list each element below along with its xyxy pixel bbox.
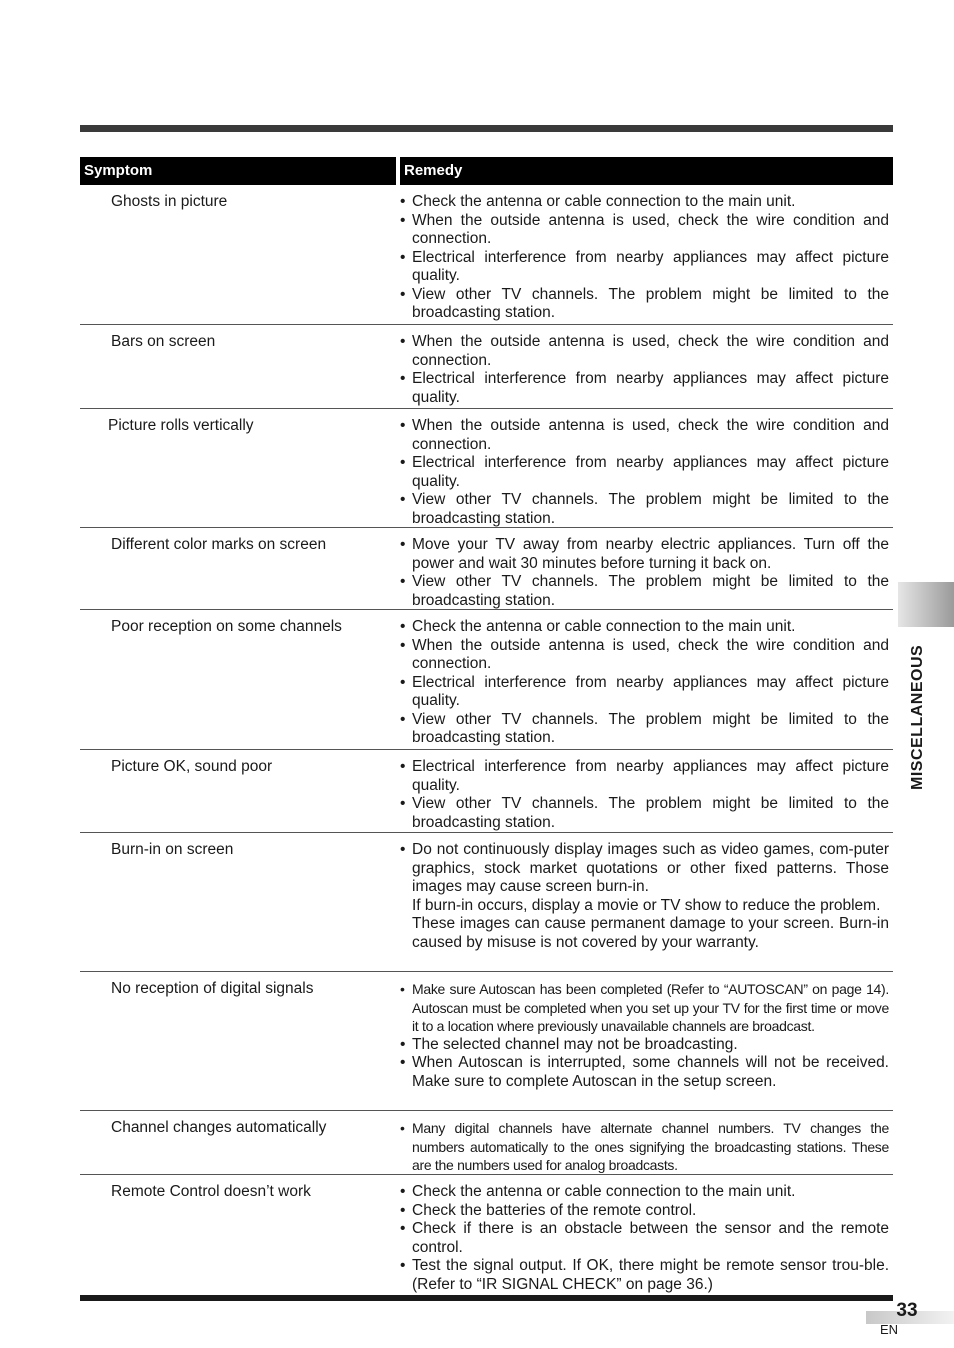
table-row [80,528,893,610]
remedy-item [400,370,889,407]
remedy-cell [400,528,893,609]
remedy-item [400,1202,889,1221]
remedy-item [400,637,889,674]
table-row [80,750,893,833]
symptom-cell: Picture OK, sound poor [111,758,273,775]
remedy-text: Check the batteries of the remote control. [412,1201,697,1219]
bullet-icon: • [400,758,406,775]
bullet-icon: • [400,1220,406,1237]
remedy-cell [400,1111,893,1174]
bullet-icon: • [400,1054,406,1071]
remedy-item [400,1257,889,1294]
bullet-icon: • [400,211,406,229]
top-divider [80,125,893,132]
remedy-item [400,573,889,610]
bullet-icon: • [400,636,406,654]
bullet-icon: • [400,454,406,471]
remedy-text: Electrical interference from nearby appliances may affect picture quality. [412,673,889,709]
symptom-cell: Remote Control doesn’t work [111,1183,311,1200]
remedy-text: View other TV channels. The problem might be limited to the broadcasting station. [412,710,889,746]
page-language: EN [880,1322,899,1337]
bullet-icon: • [400,285,406,303]
bullet-icon: • [400,981,405,997]
remedy-cell [400,972,893,1110]
table-row [80,1111,893,1175]
bullet-icon: • [400,573,406,590]
remedy-text: Check the antenna or cable connection to the main unit. [412,618,796,635]
bullet-icon: • [400,333,406,350]
bullet-icon: • [400,841,406,858]
remedy-item [400,417,889,454]
remedy-item [400,333,889,370]
symptom-cell: Poor reception on some channels [111,618,342,635]
remedy-item [400,618,889,637]
remedy-text: When the outside antenna is used, check the wire condition and connection. [412,636,889,672]
section-label: MISCELLANEOUS [909,644,926,790]
remedy-cell [400,185,893,324]
remedy-text: Check the antenna or cable connection to the main unit. [412,1183,796,1200]
remedy-text: When the outside antenna is used, check the wire condition and connection. [412,417,889,453]
remedy-item [400,711,889,748]
bullet-icon: • [400,491,406,508]
remedy-text: When Autoscan is interrupted, some channels will not be received. Make sure to complete Autoscan in the setup screen. [412,1054,889,1090]
bullet-icon: • [400,193,406,210]
remedy-text: Do not continuously display images such as video games, com-puter graphics, stock market quotations or other fixed patterns. Those images may cause screen burn-in. If burn-in occurs, display a movie or TV show to reduce the problem. These images can cause permanent damage to your screen. Burn-in caused by misuse is not covered by your warranty. [412,841,889,951]
remedy-item [400,491,889,528]
bullet-icon: • [400,1035,406,1053]
remedy-cell [400,610,893,749]
remedy-item [400,212,889,249]
bullet-icon: • [400,417,406,434]
symptom-cell: Picture rolls vertically [108,417,254,434]
table-row [80,833,893,972]
symptom-cell: Bars on screen [111,333,216,350]
remedy-text: Electrical interference from nearby appliances may affect picture quality. [412,370,889,406]
remedy-text: Make sure Autoscan has been completed (Refer to “AUTOSCAN” on page 14). Autoscan must be completed when you set up your TV for the first time or move it to a location where previously unavailable channels are broadcast. [412,981,889,1034]
remedy-item [400,286,889,323]
remedy-text: View other TV channels. The problem might be limited to the broadcasting station. [412,795,889,831]
remedy-text: View other TV channels. The problem might be limited to the broadcasting station. [412,491,889,527]
symptom-cell: Different color marks on screen [111,536,327,553]
symptom-cell: Ghosts in picture [111,193,228,210]
bullet-icon: • [400,618,406,635]
remedy-item [400,980,889,1036]
bullet-icon: • [400,1183,406,1200]
bullet-icon: • [400,795,406,812]
bullet-icon: • [400,248,406,266]
remedy-text: Test the signal output. If OK, there might be remote sensor trou-ble. (Refer to “IR SIGNAL CHECK” on page 36.) [412,1257,889,1293]
bullet-icon: • [400,1257,406,1274]
bullet-icon: • [400,1201,406,1219]
remedy-text: Check if there is an obstacle between the sensor and the remote control. [412,1220,889,1256]
bullet-icon: • [400,710,406,728]
remedy-item [400,674,889,711]
remedy-text: When the outside antenna is used, check the wire condition and connection. [412,211,889,247]
table-row [80,409,893,528]
bullet-icon: • [400,1120,405,1136]
symptom-cell: Channel changes automatically [111,1119,327,1136]
remedy-item [400,536,889,573]
remedy-item [400,454,889,491]
header-remedy: Remedy [400,157,893,185]
table-row [80,972,893,1111]
remedy-text: Check the antenna or cable connection to the main unit. [412,193,796,210]
table-row [80,610,893,750]
remedy-text: View other TV channels. The problem might be limited to the broadcasting station. [412,285,889,321]
remedy-item [400,1036,889,1055]
remedy-item [400,1220,889,1257]
remedy-cell [400,833,893,971]
remedy-item [400,249,889,286]
remedy-cell [400,1175,893,1295]
remedy-cell [400,750,893,832]
symptom-cell: No reception of digital signals [111,980,314,997]
troubleshooting-table [80,157,893,1295]
page-number: 33 [896,1300,918,1321]
remedy-cell [400,409,893,527]
remedy-text: Electrical interference from nearby appliances may affect picture quality. [412,758,889,794]
remedy-item [400,758,889,795]
remedy-text: Move your TV away from nearby electric appliances. Turn off the power and wait 30 minutes before turning it back on. [412,536,889,572]
table-row [80,185,893,325]
remedy-text: View other TV channels. The problem might be limited to the broadcasting station. [412,573,889,609]
remedy-item [400,841,889,952]
symptom-cell: Burn-in on screen [111,841,234,858]
table-row [80,325,893,409]
remedy-item [400,193,889,212]
remedy-text: When the outside antenna is used, check the wire condition and connection. [412,333,889,369]
table-header [80,157,893,185]
remedy-item [400,1119,889,1175]
remedy-item [400,795,889,832]
remedy-text: Many digital channels have alternate channel numbers. TV changes the numbers automatically to the ones signifying the broadcasting stations. These are the numbers used for analog broadcasts. [412,1120,889,1173]
header-symptom: Symptom [80,157,396,185]
bullet-icon: • [400,536,406,553]
table-row [80,1175,893,1295]
bullet-icon: • [400,673,406,691]
remedy-item [400,1054,889,1091]
remedy-text: Electrical interference from nearby appliances may affect picture quality. [412,454,889,490]
remedy-text: The selected channel may not be broadcasting. [412,1035,738,1053]
table-body [80,185,893,1295]
remedy-cell [400,325,893,408]
remedy-item [400,1183,889,1202]
bullet-icon: • [400,370,406,387]
remedy-text: Electrical interference from nearby appliances may affect picture quality. [412,248,889,284]
bottom-divider [80,1295,893,1301]
